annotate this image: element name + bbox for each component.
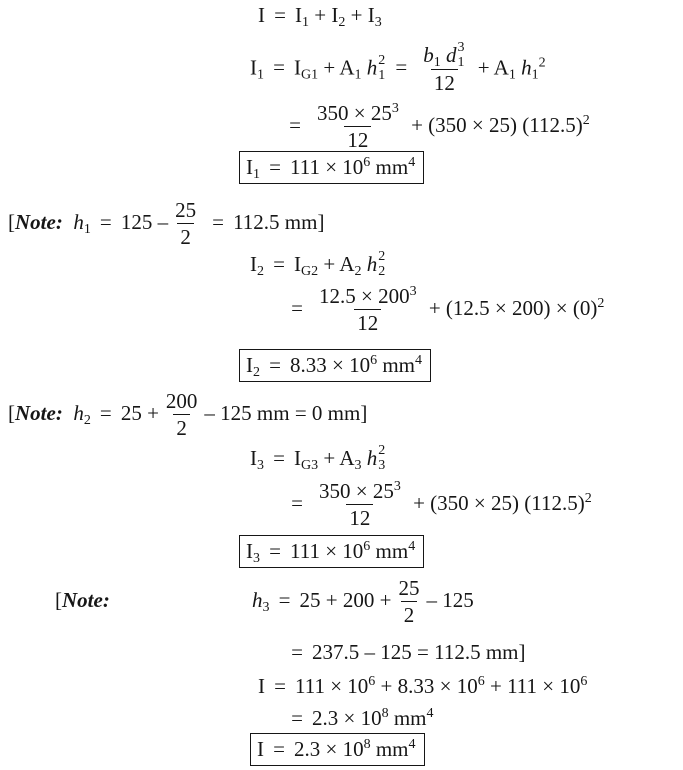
note-result: – 125 mm = 0 mm] — [204, 400, 368, 425]
result-value: 2.3 × 10 — [294, 737, 364, 761]
equals-sign: = — [273, 252, 285, 276]
symbol-a: A — [339, 446, 355, 470]
superscript: 3 — [457, 40, 465, 56]
symbol-a: A — [339, 252, 355, 276]
symbol-i: I — [331, 3, 339, 27]
sum-term: + 111 × 10 — [489, 674, 581, 698]
fraction-denominator: 12 — [354, 309, 381, 334]
i1-substitution — [280, 103, 590, 151]
note-label: Note: — [15, 209, 63, 234]
result-box-total — [250, 739, 425, 760]
subscript: 1 — [508, 67, 516, 83]
open-bracket: [ — [8, 209, 15, 234]
subscript: 1 — [457, 55, 465, 71]
superscript: 2 — [582, 112, 590, 128]
symbol-b: b — [423, 43, 434, 67]
note-result: – 125 — [426, 587, 474, 612]
sum-term: + 8.33 × 10 — [380, 674, 478, 698]
plus-sign: + — [350, 3, 363, 27]
subscript: 1 — [257, 67, 264, 83]
subscript: 1 — [378, 67, 386, 83]
superscript: 6 — [370, 353, 378, 368]
symbol-i: I — [246, 539, 253, 563]
fraction-denominator: 12 — [431, 69, 458, 94]
symbol-h: h — [366, 55, 378, 80]
boxed-result — [239, 151, 424, 184]
subscript: 1 — [253, 167, 260, 182]
fraction — [163, 391, 201, 439]
fraction — [172, 200, 199, 248]
equals-sign: = — [395, 55, 408, 80]
symbol-a: A — [339, 55, 355, 80]
fraction-numerator: 25 — [175, 198, 197, 222]
fraction-numerator: 25 — [398, 576, 420, 600]
numerator-text: 350 × 25 — [317, 101, 392, 125]
note-label: Note: — [15, 400, 63, 425]
equals-sign: = — [291, 640, 303, 664]
fraction-denominator: 2 — [173, 414, 190, 439]
subscript: 2 — [83, 412, 91, 428]
superscript: 4 — [426, 706, 434, 721]
superscript: 6 — [363, 155, 371, 170]
numerator-text: 12.5 × 200 — [319, 284, 410, 308]
product-term: + (350 × 25) (112.5) — [413, 490, 585, 515]
superscript: 4 — [408, 737, 416, 752]
h3-value: 237.5 – 125 = 112.5 mm] — [312, 640, 526, 664]
equals-sign: = — [212, 209, 224, 234]
subscript: 3 — [374, 15, 382, 30]
subscript: G1 — [301, 67, 319, 83]
note-h1 — [8, 200, 324, 248]
symbol-a: A — [493, 55, 509, 80]
superscript: 4 — [408, 155, 416, 170]
number: 125 — [120, 209, 153, 234]
product-term: + (12.5 × 200) × (0) — [428, 295, 598, 320]
subscript: 3 — [253, 551, 260, 566]
fraction — [316, 286, 420, 334]
fraction — [314, 103, 402, 151]
equals-sign: = — [274, 674, 286, 698]
superscript: 3 — [393, 479, 401, 494]
symbol-i: I — [250, 55, 257, 80]
superscript: 8 — [381, 706, 389, 721]
plus-sign: + — [314, 3, 327, 27]
fraction-denominator: 2 — [401, 601, 418, 626]
result-value: 2.3 × 10 — [312, 706, 382, 730]
superscript: 4 — [415, 353, 423, 368]
subscript: 2 — [253, 365, 260, 380]
symbol-i: I — [250, 446, 257, 470]
subscript: G2 — [301, 264, 319, 279]
superscript: 4 — [408, 539, 416, 554]
symbol-h: h — [73, 400, 84, 425]
symbol-i: I — [257, 737, 264, 761]
subscript: 1 — [302, 15, 309, 30]
note-h3-equation — [252, 578, 474, 626]
unit: mm — [375, 155, 409, 179]
fraction — [420, 40, 468, 96]
result-value: 111 × 10 — [290, 155, 364, 179]
superscript: 2 — [378, 52, 386, 68]
unit: mm — [375, 539, 409, 563]
symbol-i: I — [367, 3, 375, 27]
equals-sign: = — [291, 295, 303, 320]
fraction — [316, 481, 404, 529]
subscript: 1 — [531, 67, 539, 83]
subscript: 3 — [257, 458, 264, 473]
plus-sign: + — [323, 446, 336, 470]
equals-sign: = — [273, 446, 285, 470]
unit: mm — [375, 737, 409, 761]
superscript: 6 — [580, 674, 588, 689]
fraction-numerator — [316, 286, 420, 309]
equals-sign: = — [269, 539, 281, 563]
total-moment-equation — [258, 3, 382, 30]
note-result: 112.5 mm] — [233, 209, 325, 234]
symbol-h: h — [73, 209, 84, 234]
subscript: 1 — [83, 221, 91, 237]
superscript: 6 — [477, 674, 485, 689]
equals-sign: = — [291, 706, 303, 730]
equals-sign: = — [274, 3, 286, 27]
fraction-denominator: 12 — [344, 126, 371, 151]
symbol-i: I — [246, 155, 253, 179]
plus-sign: + — [323, 55, 336, 80]
equals-sign: = — [269, 353, 281, 377]
equals-sign: = — [273, 737, 285, 761]
subscript: 3 — [354, 458, 362, 473]
superscript: 2 — [378, 443, 386, 459]
equals-sign: = — [291, 490, 303, 515]
subscript: 3 — [262, 599, 270, 615]
subscript: 3 — [378, 458, 386, 474]
total-result — [282, 708, 434, 729]
result-box-i2 — [239, 353, 431, 380]
equals-sign: = — [289, 112, 301, 137]
number: 25 — [120, 400, 142, 425]
symbol-i: I — [246, 353, 253, 377]
plus-sign: + — [147, 400, 159, 425]
open-bracket: [ — [8, 400, 15, 425]
subscript: G3 — [301, 458, 319, 473]
superscript: 6 — [363, 539, 371, 554]
subscript: 1 — [433, 55, 441, 70]
equals-sign: = — [99, 400, 112, 425]
symbol-i: I — [294, 252, 301, 276]
fraction-denominator: 12 — [346, 504, 373, 529]
symbol-i: I — [294, 55, 301, 80]
boxed-result — [250, 733, 425, 766]
result-box-i3 — [239, 539, 424, 566]
fraction — [395, 578, 422, 626]
sub-sup — [377, 249, 386, 280]
unit: mm — [393, 706, 427, 730]
i3-formula — [250, 443, 386, 474]
subscript: 2 — [354, 264, 362, 279]
symbol-i: I — [295, 3, 302, 27]
numerator-text: 350 × 25 — [319, 479, 394, 503]
fraction-denominator: 2 — [177, 223, 194, 248]
superscript: 8 — [363, 737, 371, 752]
fraction-numerator — [314, 103, 402, 126]
subscript: 1 — [354, 67, 362, 83]
note-h3-label — [55, 590, 110, 611]
symbol-h: h — [366, 252, 378, 276]
sub-sup — [377, 52, 386, 83]
subscript: 2 — [378, 264, 386, 280]
symbol-i: I — [250, 252, 257, 276]
superscript: 2 — [538, 55, 546, 71]
superscript: 2 — [378, 249, 386, 265]
boxed-result — [239, 535, 424, 568]
result-box-i1 — [239, 155, 424, 182]
i3-substitution — [282, 481, 592, 529]
symbol-h: h — [252, 587, 263, 612]
equals-sign: = — [99, 209, 112, 234]
symbol-d: d — [445, 43, 457, 67]
i2-formula — [250, 249, 386, 280]
superscript: 2 — [597, 295, 605, 311]
unit: mm — [382, 353, 416, 377]
i2-substitution — [282, 286, 604, 334]
result-value: 111 × 10 — [290, 539, 364, 563]
total-sum — [258, 676, 587, 697]
product-term: + (350 × 25) (112.5) — [411, 112, 583, 137]
plus-sign: + — [323, 252, 336, 276]
superscript: 3 — [391, 101, 399, 116]
fraction-numerator — [420, 40, 468, 71]
sub-sup — [377, 443, 386, 474]
boxed-result — [239, 349, 431, 382]
subscript: 2 — [338, 15, 346, 30]
note-h2 — [8, 391, 367, 439]
h3-result — [282, 642, 525, 663]
superscript: 2 — [584, 490, 592, 506]
equals-sign: = — [278, 587, 291, 612]
symbol-i: I — [294, 446, 301, 470]
subscript: 2 — [257, 264, 264, 279]
equals-sign: = — [269, 155, 281, 179]
plus-sign: + — [477, 55, 490, 80]
result-value: 8.33 × 10 — [290, 353, 371, 377]
note-label: Note: — [62, 588, 110, 612]
superscript: 3 — [409, 284, 417, 299]
sum-term: 111 × 10 — [295, 674, 369, 698]
fraction-numerator: 200 — [165, 389, 198, 413]
i1-formula — [250, 40, 546, 96]
symbol-h: h — [366, 446, 378, 470]
sub-sup — [456, 40, 465, 71]
superscript: 6 — [368, 674, 376, 689]
fraction-numerator — [316, 481, 404, 504]
minus-sign: – — [157, 209, 169, 234]
open-bracket: [ — [55, 588, 62, 612]
sum-term: 25 + 200 + — [299, 587, 392, 612]
symbol-i: I — [258, 3, 265, 27]
symbol-h: h — [521, 55, 532, 80]
equals-sign: = — [273, 55, 285, 80]
symbol-i: I — [258, 674, 265, 698]
